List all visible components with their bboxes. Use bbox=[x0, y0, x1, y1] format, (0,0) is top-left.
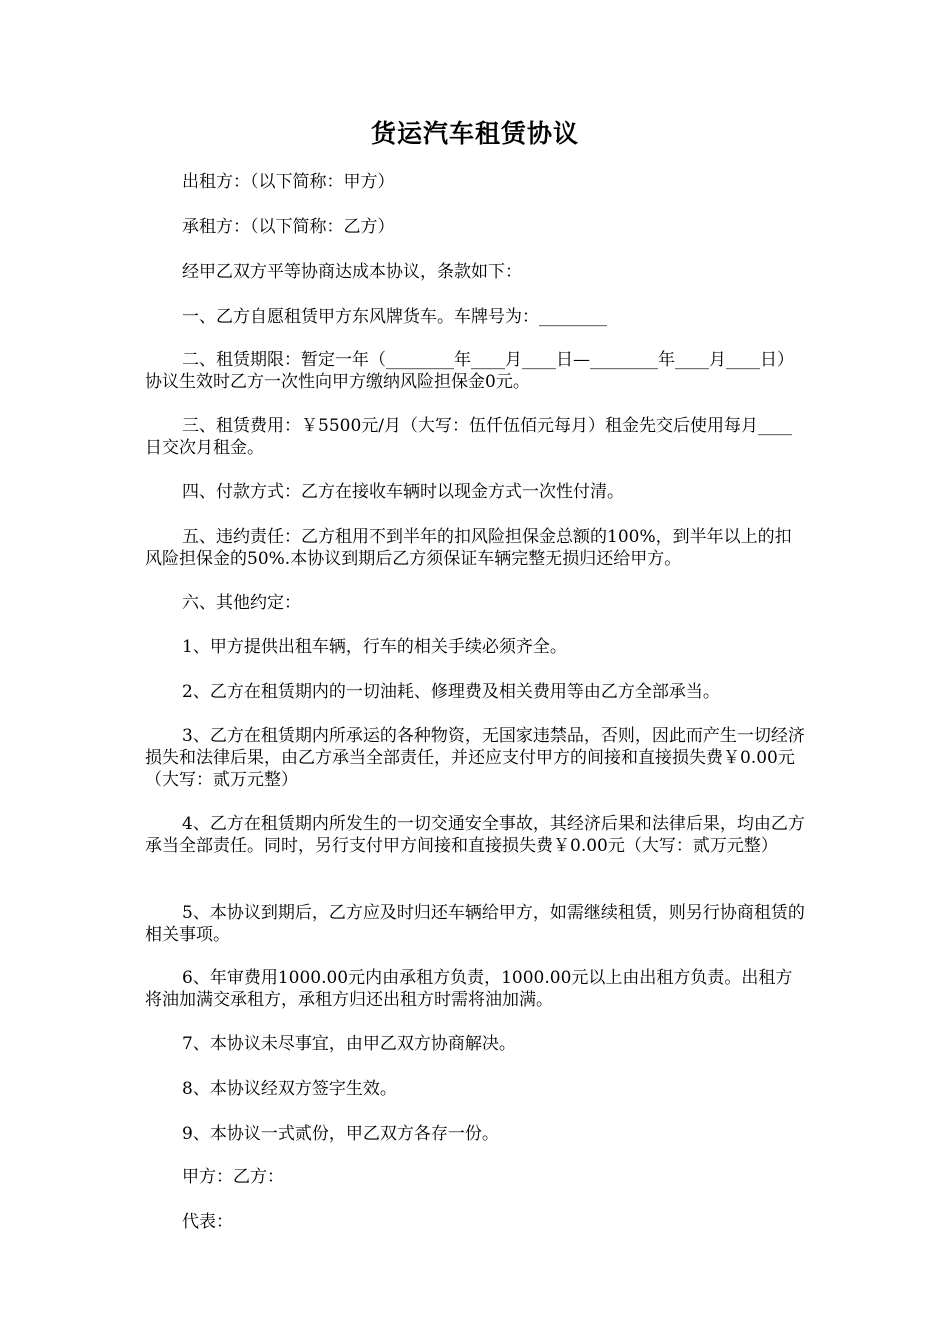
paragraph-clause-2: 二、租赁期限：暂定一年（________年____月____日—________年____月____日）协议生效时乙方一次性向甲方缴纳风险担保金0元。 bbox=[145, 350, 794, 392]
paragraph-intro: 经甲乙双方平等协商达成本协议，条款如下： bbox=[182, 262, 522, 282]
paragraph-clause-5: 五、违约责任：乙方租用不到半年的扣风险担保金总额的100%，到半年以上的扣风险担保金的50%.本协议到期后乙方须保证车辆完整无损归还给甲方。 bbox=[145, 527, 792, 569]
paragraph-representative: 代表： bbox=[182, 1212, 233, 1232]
paragraph-clause-4: 四、付款方式：乙方在接收车辆时以现金方式一次性付清。 bbox=[182, 482, 624, 502]
paragraph-item-1: 1、甲方提供出租车辆，行车的相关手续必须齐全。 bbox=[182, 637, 567, 657]
paragraph-item-7: 7、本协议未尽事宜，由甲乙双方协商解决。 bbox=[182, 1034, 516, 1054]
paragraph-item-9: 9、本协议一式贰份，甲乙双方各存一份。 bbox=[182, 1124, 499, 1144]
paragraph-item-6: 6、年审费用1000.00元内由承租方负责，1000.00元以上由出租方负责。出租方将油加满交承租方，承租方归还出租方时需将油加满。 bbox=[145, 968, 793, 1010]
paragraph-item-2: 2、乙方在租赁期内的一切油耗、修理费及相关费用等由乙方全部承当。 bbox=[182, 682, 720, 702]
paragraph-clause-6: 六、其他约定： bbox=[182, 593, 301, 613]
paragraph-lessor: 出租方：（以下简称：甲方） bbox=[182, 172, 395, 192]
document-title: 货运汽车租赁协议 bbox=[370, 119, 579, 148]
paragraph-item-4: 4、乙方在租赁期内所发生的一切交通安全事故，其经济后果和法律后果，均由乙方承当全部责任。同时，另行支付甲方间接和直接损失费￥0.00元（大写：贰万元整） bbox=[145, 814, 805, 856]
paragraph-signature-parties: 甲方：乙方： bbox=[182, 1167, 284, 1187]
paragraph-item-8: 8、本协议经双方签字生效。 bbox=[182, 1079, 397, 1099]
paragraph-item-3: 3、乙方在租赁期内所承运的各种物资，无国家违禁品，否则，因此而产生一切经济损失和法律后果，由乙方承当全部责任，并还应支付甲方的间接和直接损失费￥0.00元（大写：贰万元整） bbox=[145, 726, 805, 790]
paragraph-item-5: 5、本协议到期后，乙方应及时归还车辆给甲方，如需继续租赁，则另行协商租赁的相关事项。 bbox=[145, 903, 805, 945]
paragraph-clause-3: 三、租赁费用：￥5500元/月（大写：伍仟伍佰元每月）租金先交后使用每月____日交次月租金。 bbox=[145, 416, 792, 458]
paragraph-lessee: 承租方：（以下简称：乙方） bbox=[182, 217, 395, 237]
paragraph-clause-1: 一、乙方自愿租赁甲方东风牌货车。车牌号为：________ bbox=[182, 307, 607, 327]
